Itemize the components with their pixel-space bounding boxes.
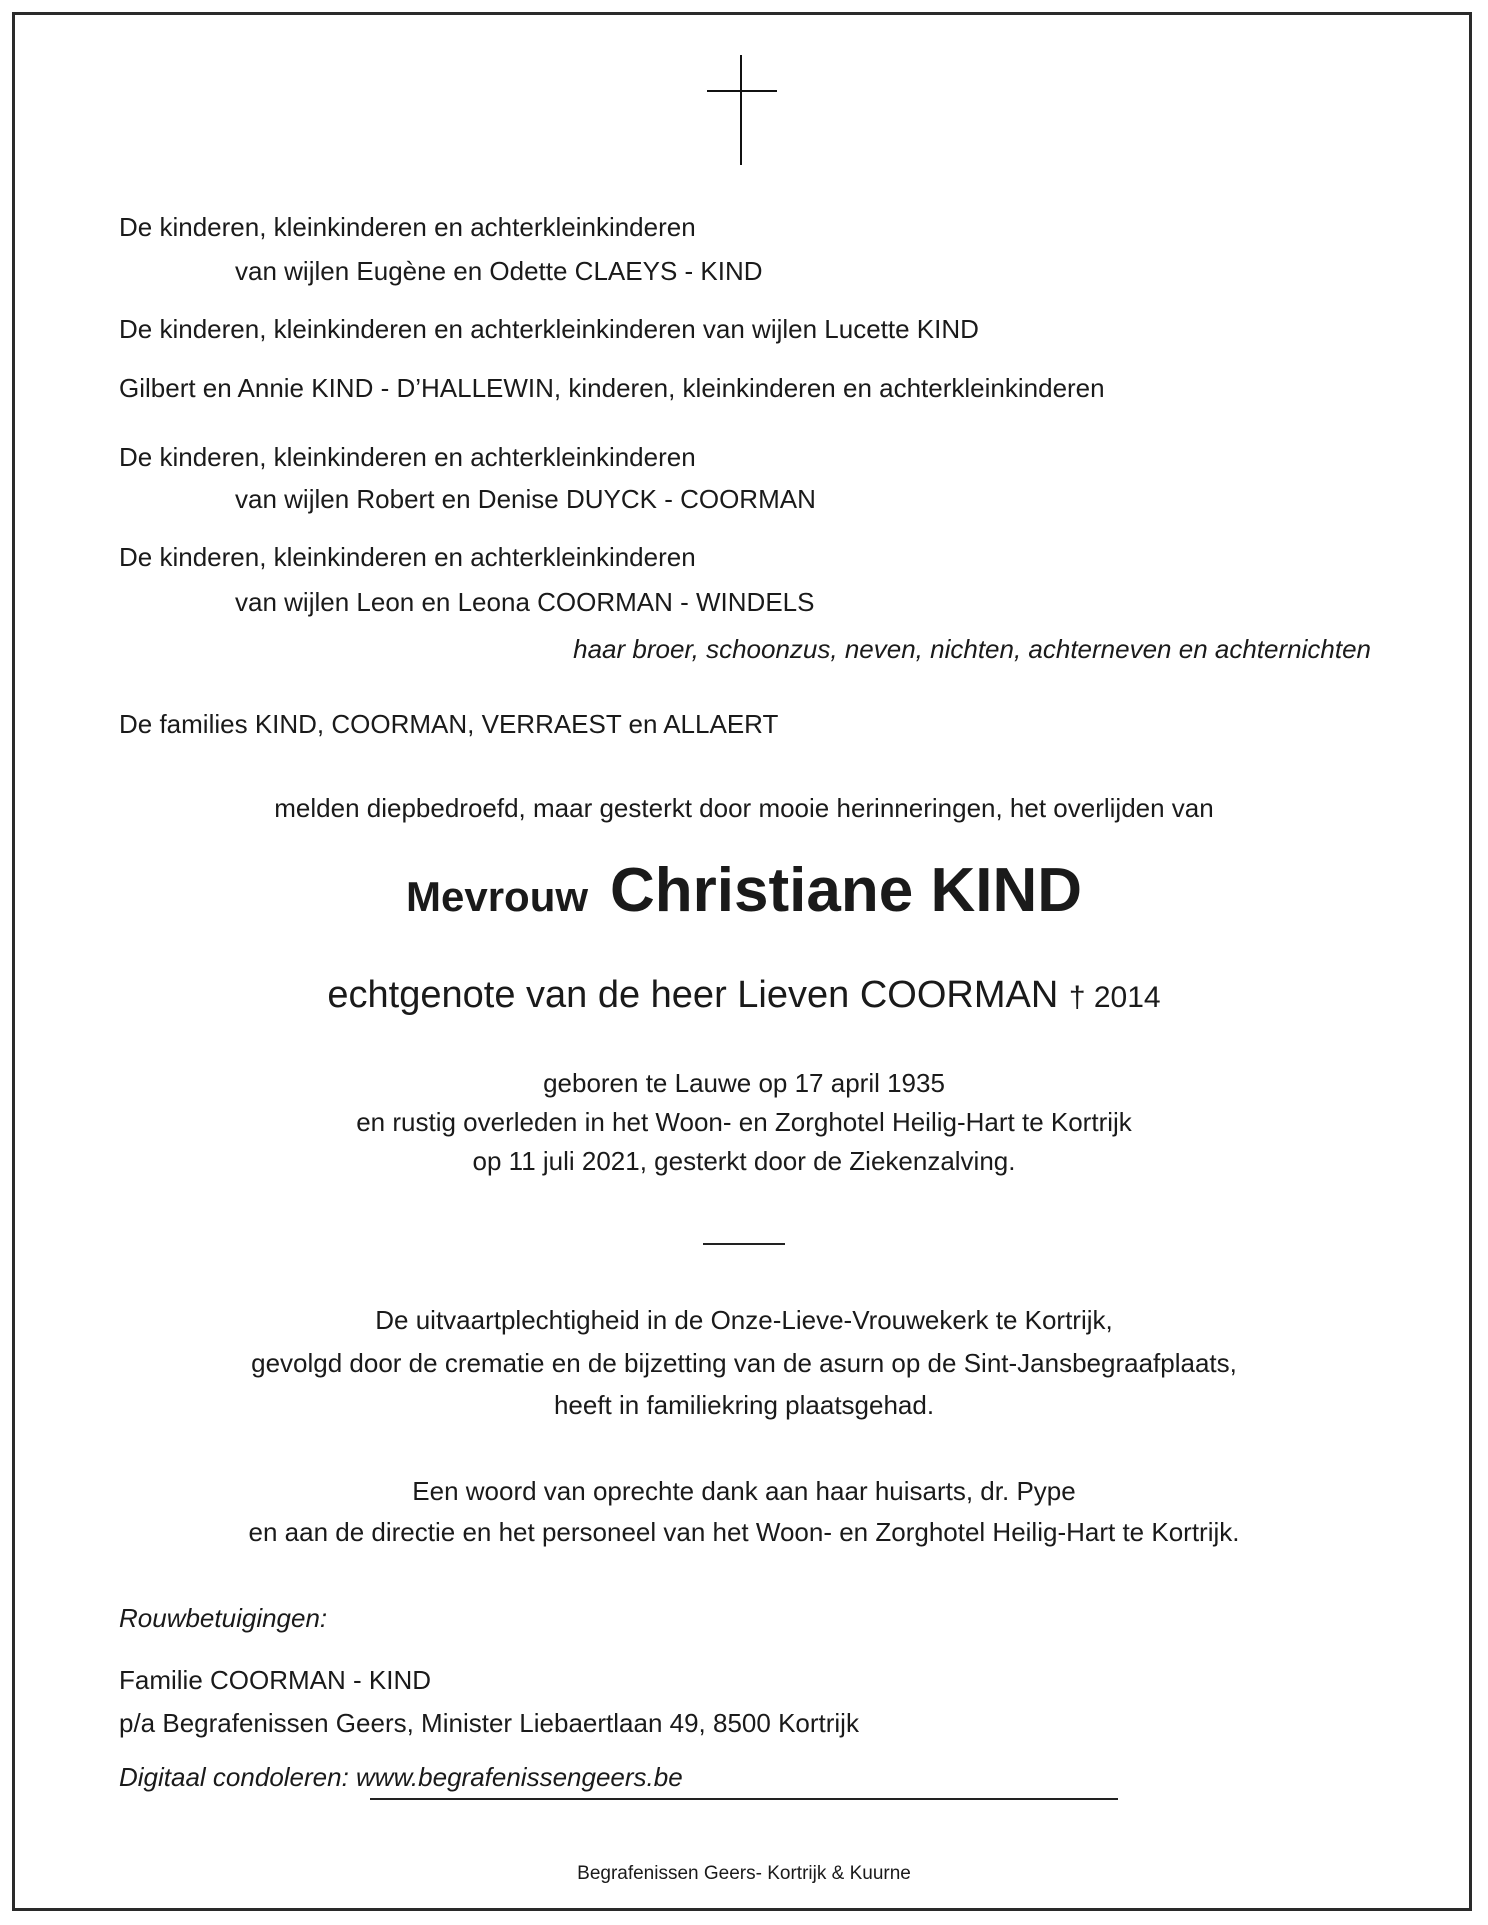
- funeral-line-3: heeft in familiekring plaatsgehad.: [553, 1390, 935, 1420]
- relations-note: haar broer, schoonzus, neven, nichten, achterneven en achternichten: [573, 634, 1371, 664]
- deceased-name: Christiane KIND: [610, 856, 1082, 925]
- mourner-group-1-line2: van wijlen Eugène en Odette CLAEYS - KIND: [235, 256, 763, 286]
- mourner-group-5-line2: van wijlen Leon en Leona COORMAN - WINDELS: [235, 587, 815, 617]
- spouse-death-year: † 2014: [1068, 981, 1161, 1014]
- mourner-group-4-line1: De kinderen, kleinkinderen en achterkleinkinderen: [119, 442, 696, 472]
- deceased-name-heading: [0, 855, 1488, 933]
- condolences-label: Rouwbetuigingen:: [119, 1603, 328, 1633]
- thanks-line-2: en aan de directie en het personeel van het Woon- en Zorghotel Heilig-Hart te Kortrijk.: [248, 1517, 1240, 1547]
- mourner-group-4-line2: van wijlen Robert en Denise DUYCK - COORMAN: [235, 484, 816, 514]
- deceased-title: Mevrouw: [406, 873, 589, 920]
- death-place-line: en rustig overleden in het Woon- en Zorghotel Heilig-Hart te Kortrijk: [356, 1107, 1132, 1137]
- spouse-line: [0, 972, 1488, 1021]
- announcement-line: melden diepbedroefd, maar gesterkt door mooie herinneringen, het overlijden van: [274, 793, 1214, 823]
- condolences-address: p/a Begrafenissen Geers, Minister Liebaertlaan 49, 8500 Kortrijk: [119, 1708, 859, 1738]
- funeral-line-1: De uitvaartplechtigheid in de Onze-Lieve-Vrouwekerk te Kortrijk,: [375, 1305, 1113, 1335]
- families-line: De families KIND, COORMAN, VERRAEST en ALLAERT: [119, 709, 779, 739]
- mourner-group-1-line1: De kinderen, kleinkinderen en achterkleinkinderen: [119, 212, 696, 242]
- mourner-group-2-line1: De kinderen, kleinkinderen en achterkleinkinderen van wijlen Lucette KIND: [119, 314, 979, 344]
- mourner-group-3-line1: Gilbert en Annie KIND - D’HALLEWIN, kinderen, kleinkinderen en achterkleinkinderen: [119, 373, 1105, 403]
- thanks-line-1: Een woord van oprechte dank aan haar huisarts, dr. Pype: [412, 1476, 1076, 1506]
- condolences-family: Familie COORMAN - KIND: [119, 1665, 432, 1695]
- birth-line: geboren te Lauwe op 17 april 1935: [543, 1068, 945, 1098]
- footer-text: Begrafenissen Geers- Kortrijk & Kuurne: [577, 1863, 911, 1884]
- digital-condolence-link[interactable]: Digitaal condoleren: www.begrafenissengeers.be: [119, 1762, 683, 1792]
- section-divider: [703, 1243, 785, 1245]
- death-date-line: op 11 juli 2021, gesterkt door de Ziekenzalving.: [472, 1146, 1016, 1176]
- mourner-group-5-line1: De kinderen, kleinkinderen en achterkleinkinderen: [119, 542, 696, 572]
- funeral-line-2: gevolgd door de crematie en de bijzetting van de asurn op de Sint-Jansbegraafplaats,: [251, 1348, 1237, 1378]
- latin-cross-icon: [707, 55, 777, 165]
- spouse-text: echtgenote van de heer Lieven COORMAN: [327, 974, 1059, 1016]
- footer-divider: [370, 1798, 1118, 1800]
